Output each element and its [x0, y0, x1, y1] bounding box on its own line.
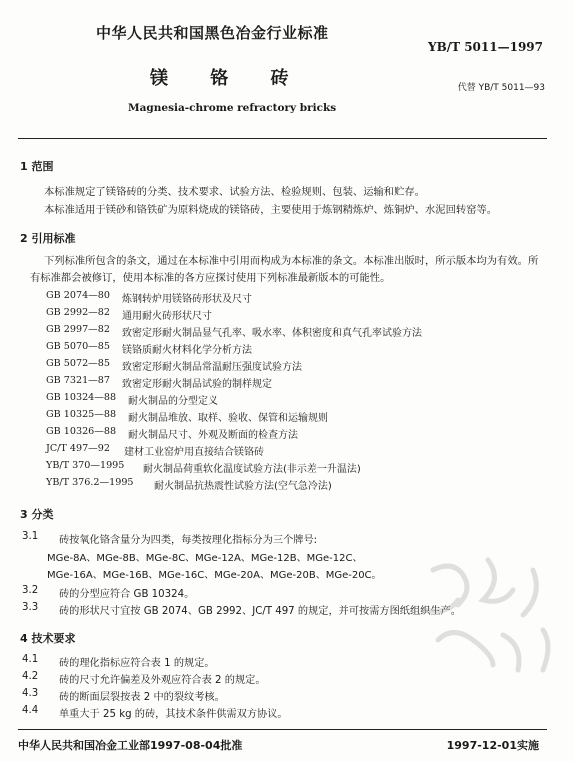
clause-number: 3.1	[22, 531, 39, 542]
ref-title: 耐火制品尺寸、外观及断面的检查方法	[128, 430, 298, 441]
ref-title: 建材工业窑炉用直接结合镁铬砖	[124, 447, 264, 458]
ref-title: 炼钢转炉用镁铬砖形状及尺寸	[122, 294, 252, 305]
section-2-intro: 下列标准所包含的条文，通过在本标准中引用而构成为本标准的条文。本标准出版时，所示版本均为有效。所有标准都会被修订，使用本标准的各方应探讨使用下列标准最新版本的可能性。	[30, 255, 539, 284]
ref-code: YB/T 376.2—1995	[46, 477, 134, 488]
ref-title: 镁铬质耐火材料化学分析方法	[122, 345, 252, 356]
clause-text: 单重大于 25 kg 的砖，其技术条件供需双方协议。	[59, 709, 288, 720]
standard-number: YB/T 5011—1997	[428, 40, 543, 54]
document-subtitle: Magnesia-chrome refractory bricks	[128, 102, 337, 114]
clause-number: 3.3	[22, 602, 39, 613]
ref-title: 耐火制品抗热震性试验方法(空气急冷法)	[154, 481, 332, 492]
ref-code: GB 2074—80	[46, 290, 110, 301]
ref-title: 致密定形耐火制品常温耐压强度试验方法	[122, 362, 302, 373]
bottom-divider	[18, 729, 547, 730]
ref-code: GB 10324—88	[46, 392, 117, 403]
ref-code: GB 5070—85	[46, 341, 110, 352]
grade-list-line-2: MGe-16A、MGe-16B、MGe-16C、MGe-20A、MGe-20B、MGe-20C。	[47, 570, 382, 581]
ref-code: GB 7321—87	[46, 375, 110, 386]
clause-text: 砖的断面层裂按表 2 中的裂纹考核。	[59, 692, 225, 703]
clause-number: 3.2	[22, 585, 39, 596]
clause-text: 砖的分型应符合 GB 10324。	[59, 589, 195, 600]
ref-title: 通用耐火砖形状尺寸	[122, 311, 212, 322]
section-1-para-2: 本标准适用于镁砂和铬铁矿为原料烧成的镁铬砖，主要使用于炼钢精炼炉、炼铜炉、水泥回转窑等。	[44, 204, 498, 216]
ref-title: 致密定形耐火制品显气孔率、吸水率、体积密度和真气孔率试验方法	[122, 328, 422, 339]
section-1-para-1: 本标准规定了镁铬砖的分类、技术要求、试验方法、检验规则、包装、运输和贮存。	[44, 186, 425, 198]
grade-list-line-1: MGe-8A、MGe-8B、MGe-8C、MGe-12A、MGe-12B、MGe-12C、	[47, 553, 363, 564]
ref-code: GB 5072—85	[46, 358, 110, 369]
top-divider	[18, 138, 547, 139]
document-title: 镁 铬 砖	[150, 68, 307, 89]
org-title: 中华人民共和国黑色冶金行业标准	[96, 24, 329, 42]
section-2-heading: 2 引用标准	[20, 232, 76, 245]
section-4-heading: 4 技术要求	[20, 632, 76, 645]
clause-number: 4.2	[22, 671, 39, 682]
approval-line: 中华人民共和国冶金工业部1997-08-04批准	[18, 739, 243, 752]
section-3-heading: 3 分类	[20, 508, 54, 521]
clause-text: 砖的理化指标应符合表 1 的规定。	[59, 658, 215, 669]
ref-code: GB 2992—82	[46, 307, 110, 318]
ref-title: 耐火制品荷重软化温度试验方法(非示差一升温法)	[143, 464, 361, 475]
supersedes-note: 代替 YB/T 5011—93	[457, 83, 545, 93]
ref-title: 耐火制品的分型定义	[128, 396, 218, 407]
clause-number: 4.3	[22, 688, 39, 699]
implementation-date: 1997-12-01实施	[446, 739, 539, 752]
ref-code: GB 2997—82	[46, 324, 110, 335]
ref-title: 耐火制品堆放、取样、验收、保管和运输规则	[128, 413, 328, 424]
ref-title: 致密定形耐火制品试验的制样规定	[122, 379, 272, 390]
ref-code: GB 10326—88	[46, 426, 117, 437]
clause-number: 4.1	[22, 654, 39, 665]
ref-code: JC/T 497—92	[46, 443, 110, 454]
clause-text: 砖按氧化铬含量分为四类，每类按理化指标分为三个牌号:	[59, 535, 318, 546]
pdg-stamp-icon	[393, 540, 573, 710]
clause-text: 砖的尺寸允许偏差及外观应符合表 2 的规定。	[59, 675, 266, 686]
section-1-heading: 1 范围	[20, 160, 54, 173]
ref-code: GB 10325—88	[46, 409, 117, 420]
clause-text: 砖的形状尺寸宜按 GB 2074、GB 2992、JC/T 497 的规定，并可按需方图纸组织生产。	[59, 606, 461, 617]
ref-code: YB/T 370—1995	[46, 460, 125, 471]
clause-number: 4.4	[22, 705, 39, 716]
